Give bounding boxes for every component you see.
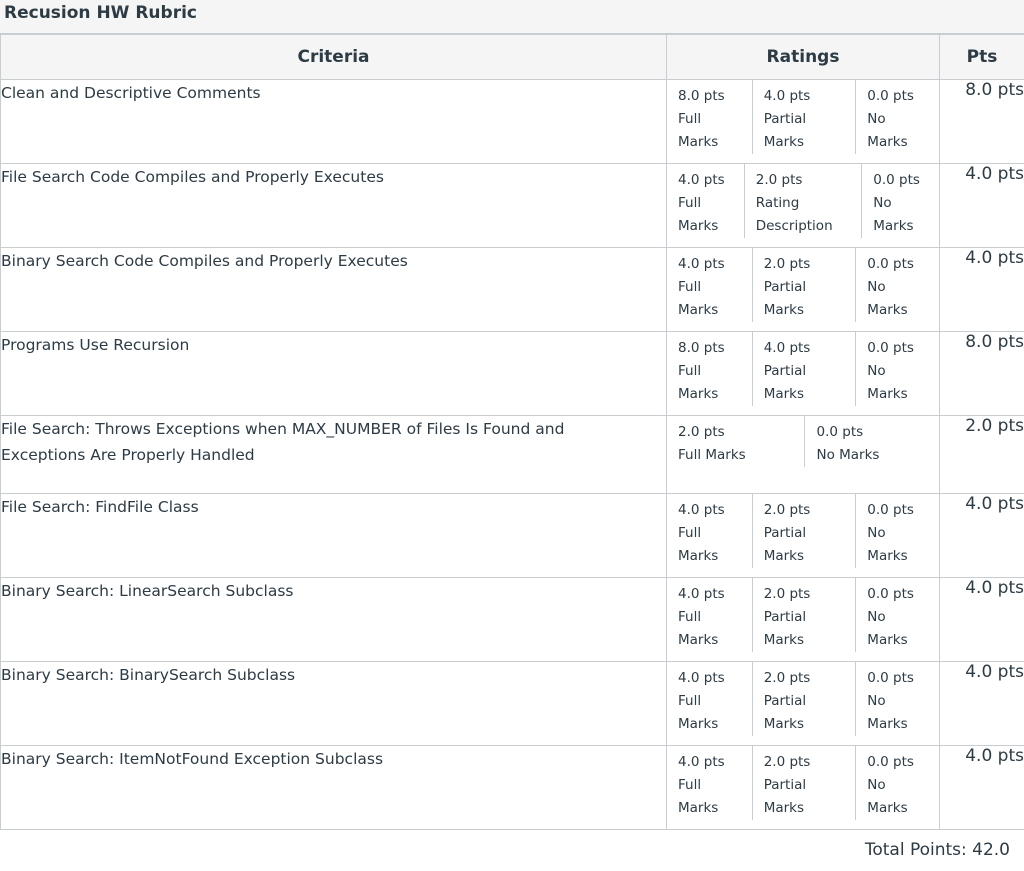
rating-description: Rating Description [755,195,833,234]
ratings-cell [667,662,940,746]
rating-points: 8.0 pts [678,88,725,104]
rating-tier[interactable] [752,248,856,322]
criterion-points: 4.0 pts [940,746,1024,830]
rating-tier[interactable] [855,494,939,568]
rating-points: 4.0 pts [763,340,811,356]
criterion-description: Binary Search: BinarySearch Subclass [1,662,667,746]
rating-tier[interactable] [855,746,939,820]
rating-tier[interactable] [804,416,939,467]
criterion-description: Programs Use Recursion [1,332,667,416]
rating-tier[interactable] [855,332,939,406]
rating-description: Full Marks [678,777,719,816]
rating-points: 0.0 pts [867,340,914,356]
rating-points: 4.0 pts [678,502,725,518]
rating-points: 0.0 pts [873,172,920,188]
rating-tier[interactable] [855,248,939,322]
total-points: Total Points: 42.0 [864,840,1010,860]
criterion-points: 4.0 pts [940,248,1024,332]
rating-tier[interactable] [667,578,752,652]
rating-description: Partial Marks [763,609,807,648]
rating-description: No Marks [816,447,880,463]
rating-tier[interactable] [752,746,856,820]
rating-description: Partial Marks [763,525,807,564]
ratings-cell [667,332,940,416]
criterion-description: File Search: FindFile Class [1,494,667,578]
rating-points: 0.0 pts [867,256,914,272]
rating-points: 4.0 pts [678,172,725,188]
rating-description: Full Marks [678,693,719,732]
criterion-points: 8.0 pts [940,332,1024,416]
rating-description: Partial Marks [763,777,807,816]
ratings-cell [667,494,940,578]
rating-tier[interactable] [855,80,939,154]
criterion-description: File Search: Throws Exceptions when MAX_NUMBER of Files Is Found and Exceptions Are Properly Handled [1,416,667,494]
rating-points: 4.0 pts [763,88,811,104]
criterion-row [1,248,1024,332]
rating-tier[interactable] [855,578,939,652]
rating-points: 0.0 pts [867,670,914,686]
criterion-points: 4.0 pts [940,578,1024,662]
rating-tier[interactable] [667,416,804,467]
criterion-row [1,332,1024,416]
rating-description: Full Marks [678,525,719,564]
ratings-cell [667,80,940,164]
criterion-row [1,662,1024,746]
rating-points: 0.0 pts [867,88,914,104]
rating-description: No Marks [867,525,908,564]
rubric-title: Recusion HW Rubric [4,3,197,23]
rating-description: Full Marks [678,447,746,463]
criterion-points: 4.0 pts [940,662,1024,746]
rating-tier[interactable] [855,662,939,736]
rating-tier[interactable] [667,662,752,736]
rating-description: No Marks [867,777,908,816]
rating-description: Partial Marks [763,279,807,318]
ratings-cell [667,578,940,662]
ratings-cell [667,164,940,248]
rating-tier[interactable] [667,248,752,322]
criterion-row [1,80,1024,164]
rating-points: 4.0 pts [678,586,725,602]
rating-points: 0.0 pts [816,424,864,440]
ratings-cell [667,746,940,830]
rubric-title-bar [0,0,1024,34]
criterion-points: 4.0 pts [940,494,1024,578]
rating-description: No Marks [867,279,908,318]
criterion-row [1,494,1024,578]
rating-tier[interactable] [667,332,752,406]
criterion-row [1,164,1024,248]
criterion-description: Clean and Descriptive Comments [1,80,667,164]
rating-points: 2.0 pts [678,424,725,440]
criterion-row [1,746,1024,830]
rating-points: 8.0 pts [678,340,725,356]
criterion-points: 8.0 pts [940,80,1024,164]
rating-tier[interactable] [752,662,856,736]
rating-points: 0.0 pts [867,502,914,518]
rating-points: 0.0 pts [867,586,914,602]
rating-tier[interactable] [667,746,752,820]
rating-description: No Marks [873,195,914,234]
rating-description: Partial Marks [763,111,807,150]
rating-tier[interactable] [752,494,856,568]
rating-tier[interactable] [667,494,752,568]
rating-description: No Marks [867,609,908,648]
rating-points: 0.0 pts [867,754,914,770]
rating-points: 2.0 pts [763,586,811,602]
rating-points: 2.0 pts [763,502,811,518]
rating-tier[interactable] [752,80,856,154]
rating-description: Partial Marks [763,693,807,732]
rating-description: No Marks [867,111,908,150]
criteria-header: Criteria [1,35,667,80]
rating-description: Full Marks [678,111,719,150]
rating-points: 4.0 pts [678,754,725,770]
header-row [1,35,1024,80]
criterion-description: Binary Search Code Compiles and Properly Executes [1,248,667,332]
rating-tier[interactable] [667,80,752,154]
rating-points: 2.0 pts [763,256,811,272]
rating-description: Partial Marks [763,363,807,402]
rating-description: No Marks [867,363,908,402]
ratings-cell [667,416,940,494]
ratings-header: Ratings [667,35,940,80]
rating-tier[interactable] [752,332,856,406]
rating-points: 2.0 pts [763,670,811,686]
rating-tier[interactable] [752,578,856,652]
rating-points: 2.0 pts [755,172,803,188]
rating-description: Full Marks [678,363,719,402]
criterion-description: Binary Search: ItemNotFound Exception Subclass [1,746,667,830]
rating-tier[interactable] [667,164,744,238]
rating-tier[interactable] [861,164,939,238]
rating-points: 2.0 pts [763,754,811,770]
criterion-description: Binary Search: LinearSearch Subclass [1,578,667,662]
ratings-cell [667,248,940,332]
rating-points: 4.0 pts [678,256,725,272]
criterion-row [1,416,1024,494]
criterion-points: 4.0 pts [940,164,1024,248]
rating-points: 4.0 pts [678,670,725,686]
rating-description: Full Marks [678,195,719,234]
criterion-description: File Search Code Compiles and Properly Executes [1,164,667,248]
rubric-table [0,34,1024,830]
rating-description: Full Marks [678,609,719,648]
criterion-points: 2.0 pts [940,416,1024,494]
pts-header: Pts [940,35,1024,80]
rating-tier[interactable] [744,164,862,238]
rating-description: Full Marks [678,279,719,318]
rating-description: No Marks [867,693,908,732]
criterion-row [1,578,1024,662]
